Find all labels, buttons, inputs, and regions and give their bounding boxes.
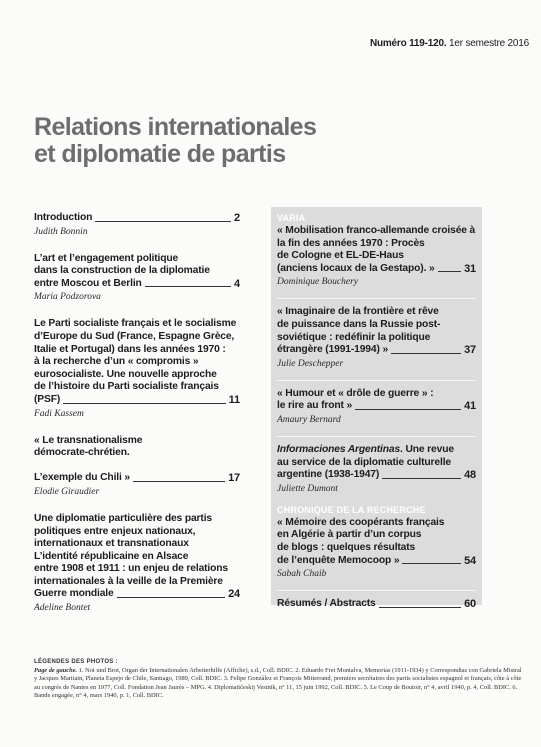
entry-title-line: de Cologne et EL-DE-Haus (277, 250, 404, 262)
entry-title-last-line (277, 400, 476, 413)
left-entry (34, 318, 240, 419)
entry-title (277, 225, 476, 275)
leader-rule (117, 597, 225, 598)
entry-title (277, 598, 476, 611)
entry-title-end: argentine (1938-1947) (277, 469, 380, 481)
page-number: 60 (464, 598, 476, 611)
leader-rule (133, 481, 225, 482)
entry-title (34, 212, 240, 225)
toc-right-panel (271, 207, 482, 611)
entry-title (277, 306, 476, 356)
chronique-list (277, 517, 476, 611)
entry-title-line: Le Parti socialiste français et le socialisme (34, 318, 237, 330)
entry-title-line: entre 1908 et 1911 : un enjeu de relations (34, 563, 229, 575)
entry-title (34, 318, 240, 406)
entry-title-end: Guerre mondiale (34, 588, 114, 600)
entry-title-end: (anciens locaux de la Gestapo). » (277, 262, 435, 274)
leader-rule (379, 607, 461, 608)
entry-title-last-line (34, 588, 240, 601)
entry-title-line: à la recherche d’un « compromis » (34, 356, 199, 368)
entry-title-line: eurosocialiste. Une nouvelle approche (34, 368, 217, 380)
chronique-entry (277, 517, 476, 580)
entry-author: Juliette Dumont (277, 483, 338, 494)
page-number: 41 (464, 400, 476, 413)
varia-entry (277, 306, 476, 369)
entry-title-line: L’art et l’engagement politique (34, 252, 179, 264)
entry-title-last-line (34, 212, 240, 225)
page-number: 17 (228, 472, 240, 485)
entry-title-end: (PSF) (34, 393, 61, 405)
entry-title-last-line (34, 278, 240, 291)
page-number: 37 (464, 344, 476, 357)
page-number: 48 (464, 469, 476, 482)
entry-author: Fadi Kassem (34, 408, 84, 419)
entry-title (277, 388, 476, 413)
leader-rule (402, 563, 461, 564)
entry-separator (277, 590, 476, 591)
left-entry (34, 513, 240, 614)
entry-title-end: entre Moscou et Berlin (34, 277, 142, 289)
entry-title (277, 444, 476, 482)
entry-title-line: de blogs : quelques résultats (277, 541, 416, 553)
section-heading-varia: VARIA (277, 213, 306, 223)
entry-author: Julie Deschepper (277, 358, 344, 369)
leader-rule (355, 409, 461, 410)
entry-title (34, 435, 240, 485)
entry-title-last-line (277, 344, 476, 357)
left-entry (34, 253, 240, 304)
entry-author: Sabah Chaib (277, 569, 327, 580)
entry-author: Amaury Bernard (277, 414, 341, 425)
leader-rule (145, 286, 231, 287)
entry-separator (277, 436, 476, 437)
entry-title-end: étrangère (1991-1994) » (277, 344, 389, 356)
entry-title-line: de l’histoire du Parti socialiste français (34, 381, 219, 393)
entry-author: Adeline Bontet (34, 603, 91, 614)
entry-title-last-line (277, 598, 476, 611)
entry-author: Judith Bonnin (34, 226, 88, 237)
chronique-entry (277, 598, 476, 611)
entry-author: Elodie Giraudier (34, 486, 100, 497)
entry-title-line: Informaciones Argentinas. Une revue (277, 443, 454, 455)
entry-title-line: d’Europe du Sud (France, Espagne Grèce, (34, 330, 235, 342)
page-title-line-1: Relations internationales (34, 113, 317, 141)
entry-title-line: soviétique : redéfinir la politique (277, 331, 431, 343)
entry-separator (277, 298, 476, 299)
issue-header (370, 38, 529, 49)
entry-author: Dominique Bouchery (277, 277, 358, 288)
photo-legends (34, 658, 524, 701)
entry-title-line: « Mobilisation franco-allemande croisée à (277, 225, 476, 236)
entry-title-line (34, 460, 240, 473)
entry-title-last-line (277, 263, 476, 276)
varia-entry (277, 388, 476, 426)
entry-title-end: Résumés / Abstracts (277, 598, 376, 610)
issue-semester: 1er semestre 2016 (449, 38, 529, 49)
page-number: 11 (228, 393, 240, 406)
leader-rule (438, 271, 461, 272)
varia-list (277, 225, 476, 495)
entry-title-line: de puissance dans la Russie post- (277, 318, 441, 330)
entry-title-line: « Le transnationalisme (34, 434, 143, 446)
section-heading-chronique: CHRONIQUE DE LA RECHERCHE (277, 504, 426, 515)
legends-label: Page de gauche. (34, 666, 78, 674)
toc-left-column (34, 212, 240, 629)
entry-title (277, 517, 476, 567)
page-number: 31 (464, 262, 476, 275)
entry-title-line: Une diplomatie particulière des partis (34, 512, 212, 524)
entry-title-line: au service de la diplomatie culturelle (277, 456, 451, 468)
leader-rule (391, 353, 461, 354)
page-title-line-2: et diplomatie de partis (34, 140, 286, 168)
page-number: 54 (464, 554, 476, 567)
page-number: 2 (234, 212, 240, 224)
entry-title-line: internationaux et transnationaux (34, 538, 189, 550)
entry-title-line: en Algérie à partir d’un corpus (277, 529, 422, 541)
entry-title-line: « Humour et « drôle de guerre » : (277, 387, 434, 399)
page-title (34, 114, 514, 168)
page-number: 4 (234, 277, 240, 290)
varia-entry (277, 225, 476, 288)
page-number: 24 (228, 588, 240, 601)
entry-title-last-line (277, 555, 476, 568)
entry-title-line: Italie et Portugal) dans les années 1970 : (34, 343, 226, 355)
leader-rule (95, 221, 231, 222)
entry-title-end: L’exemple du Chili » (34, 472, 130, 484)
entry-title-line: politiques entre enjeux nationaux, (34, 525, 196, 537)
issue-number: Numéro 119-120. (369, 38, 450, 49)
entry-title-end: de l’enquête Memocoop » (277, 554, 400, 566)
entry-title-line: « Imaginaire de la frontière et rêve (277, 306, 439, 318)
entry-title-line: la fin des années 1970 : Procès (277, 237, 425, 249)
entry-title (34, 513, 240, 601)
entry-title-line: démocrate-chrétien. (34, 447, 130, 459)
entry-title-end: le rire au front » (277, 400, 353, 412)
entry-title-line: dans la construction de la diplomatie (34, 265, 210, 277)
legends-text: 1. Not und Brot, Organ der Internationalen Arbeiterhilfe (Affiche), s.d., Coll. BDIC. 2. Eduardo Frei Montalva, Memorias (1911-1934) y Correspondias con Gabriela Mistral y Jacques Maritain, Planeta Espejo de Chile, Santiago, 1989, Coll. BDIC. 3. Felipe González et François Mitterrand, premiers secrétaires des partis socialistes espagnol et français, côte à côte au congrès de Nantes en 1977, Coll. Fondation Jean Jaurès – MPG. 4. Diplomatičeskij Vestnik, n° 11, 15 juin 1992, Coll. BDIC. 5. Le Coup de Boutoir, n° 4, avril 1940, p. 4, Coll. BDIC. 6. Bande engagée, n° 4, mars 1940, p. 1, Coll. BDIC. (34, 666, 522, 700)
varia-entry (277, 444, 476, 495)
entry-title-end: Introduction (34, 212, 93, 223)
entry-title-last-line (34, 472, 240, 485)
entry-author: Maria Podzorova (34, 292, 101, 303)
entry-title-line: « Mémoire des coopérants français (277, 516, 445, 528)
entry-title-last-line (277, 469, 476, 482)
entry-title (34, 253, 240, 291)
left-entry (34, 212, 240, 238)
legends-title: LÉGENDES DES PHOTOS : (34, 659, 118, 665)
entry-title-last-line (34, 394, 240, 407)
entry-separator (277, 380, 476, 381)
entry-title-line: L’identité républicaine en Alsace (34, 550, 189, 562)
leader-rule (63, 403, 226, 404)
leader-rule (382, 478, 461, 479)
entry-title-line: internationales à la veille de la Première (34, 575, 223, 587)
left-entry (34, 435, 240, 498)
